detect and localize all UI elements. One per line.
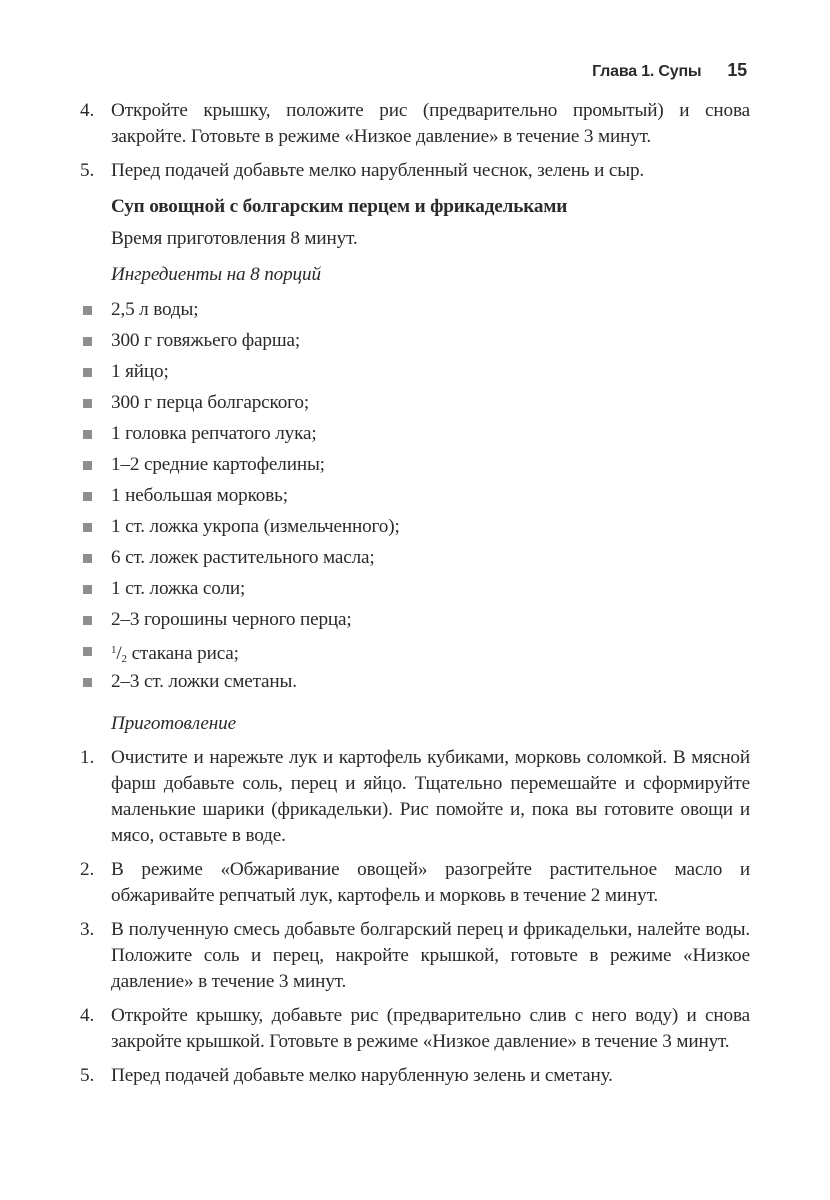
recipe-title: Суп овощной с болгарским перцем и фрикадельками bbox=[111, 196, 568, 217]
step-item bbox=[80, 917, 750, 995]
ingredient-item bbox=[80, 604, 750, 635]
square-bullet-icon bbox=[83, 523, 92, 532]
ingredient-text: 2,5 л воды; bbox=[111, 299, 199, 320]
running-head bbox=[592, 60, 747, 81]
square-bullet-icon bbox=[83, 554, 92, 563]
ingredient-item bbox=[80, 635, 750, 666]
square-bullet-icon bbox=[83, 306, 92, 315]
ingredients-list bbox=[80, 294, 750, 697]
ingredient-text: 1 яйцо; bbox=[111, 361, 169, 382]
ingredient-item bbox=[80, 511, 750, 542]
step-item bbox=[80, 857, 750, 909]
preparation-steps bbox=[80, 745, 750, 1089]
ingredient-text: 2–3 горошины черного перца; bbox=[111, 609, 352, 630]
step-item bbox=[80, 98, 750, 150]
step-number: 1. bbox=[80, 747, 95, 768]
step-text: В полученную смесь добавьте болгарский перец и фрикадельки, налейте воды. Положите соль и перец, накройте крышкой, готовьте в режиме «Низкое давление» в течение 3 минут. bbox=[111, 919, 750, 992]
page-content bbox=[80, 98, 750, 1097]
ingredient-item bbox=[80, 666, 750, 697]
step-text: Перед подачей добавьте мелко нарубленный чеснок, зелень и сыр. bbox=[111, 160, 645, 181]
ingredients-heading: Ингредиенты на 8 порций bbox=[111, 264, 321, 285]
step-text: Откройте крышку, положите рис (предварительно промытый) и снова закройте. Готовьте в режиме «Низкое давление» в течение 3 минут. bbox=[111, 100, 750, 147]
square-bullet-icon bbox=[83, 337, 92, 346]
square-bullet-icon bbox=[83, 461, 92, 470]
step-number: 4. bbox=[80, 1005, 95, 1026]
ingredient-item bbox=[80, 480, 750, 511]
previous-recipe-steps bbox=[80, 98, 750, 184]
fraction-numerator: 1 bbox=[111, 644, 117, 656]
ingredient-item bbox=[80, 573, 750, 604]
step-number: 4. bbox=[80, 100, 95, 121]
ingredient-text: 1 небольшая морковь; bbox=[111, 485, 288, 506]
step-text: В режиме «Обжаривание овощей» разогрейте растительное масло и обжаривайте репчатый лук, картофель и морковь в течение 2 минут. bbox=[111, 859, 750, 906]
ingredient-text: 1 ст. ложка соли; bbox=[111, 578, 246, 599]
preparation-heading: Приготовление bbox=[111, 713, 236, 734]
step-text: Очистите и нарежьте лук и картофель кубиками, морковь соломкой. В мясной фарш добавьте соль, перец и яйцо. Тщательно перемешайте и сформируйте маленькие шарики (фрикадельки). Рис помойте и, пока вы готовите овощи и мясо, оставьте в воде. bbox=[111, 747, 750, 846]
ingredient-text: 300 г перца болгарского; bbox=[111, 392, 310, 413]
step-item bbox=[80, 158, 750, 184]
page-number: 15 bbox=[727, 60, 747, 80]
ingredient-item bbox=[80, 294, 750, 325]
ingredient-text: 6 ст. ложек растительного масла; bbox=[111, 547, 375, 568]
square-bullet-icon bbox=[83, 616, 92, 625]
fraction-denominator: 2 bbox=[121, 653, 127, 665]
square-bullet-icon bbox=[83, 492, 92, 501]
ingredient-item bbox=[80, 325, 750, 356]
ingredient-item bbox=[80, 356, 750, 387]
step-item bbox=[80, 1003, 750, 1055]
chapter-title: Глава 1. Супы bbox=[592, 63, 702, 80]
ingredient-text: 2–3 ст. ложки сметаны. bbox=[111, 671, 297, 692]
square-bullet-icon bbox=[83, 430, 92, 439]
cooking-time: Время приготовления 8 минут. bbox=[111, 228, 358, 249]
step-text: Перед подачей добавьте мелко нарубленную зелень и сметану. bbox=[111, 1065, 613, 1086]
square-bullet-icon bbox=[83, 647, 92, 656]
step-number: 3. bbox=[80, 919, 95, 940]
fraction: $^1/_2$ bbox=[111, 643, 127, 665]
ingredient-text: 1 головка репчатого лука; bbox=[111, 423, 317, 444]
step-item bbox=[80, 745, 750, 849]
square-bullet-icon bbox=[83, 585, 92, 594]
ingredient-text: стакана риса; bbox=[131, 643, 239, 664]
square-bullet-icon bbox=[83, 368, 92, 377]
square-bullet-icon bbox=[83, 678, 92, 687]
ingredient-item bbox=[80, 387, 750, 418]
step-number: 5. bbox=[80, 1065, 95, 1086]
step-number: 2. bbox=[80, 859, 95, 880]
ingredient-text: 300 г говяжьего фарша; bbox=[111, 330, 301, 351]
step-number: 5. bbox=[80, 160, 95, 181]
ingredient-item bbox=[80, 449, 750, 480]
ingredient-text: 1–2 средние картофелины; bbox=[111, 454, 325, 475]
square-bullet-icon bbox=[83, 399, 92, 408]
ingredient-item bbox=[80, 418, 750, 449]
step-text: Откройте крышку, добавьте рис (предварительно слив с него воду) и снова закройте крышкой. Готовьте в режиме «Низкое давление» в течение 3 минут. bbox=[111, 1005, 750, 1052]
step-item bbox=[80, 1063, 750, 1089]
ingredient-text: 1 ст. ложка укропа (измельченного); bbox=[111, 516, 400, 537]
ingredient-item bbox=[80, 542, 750, 573]
